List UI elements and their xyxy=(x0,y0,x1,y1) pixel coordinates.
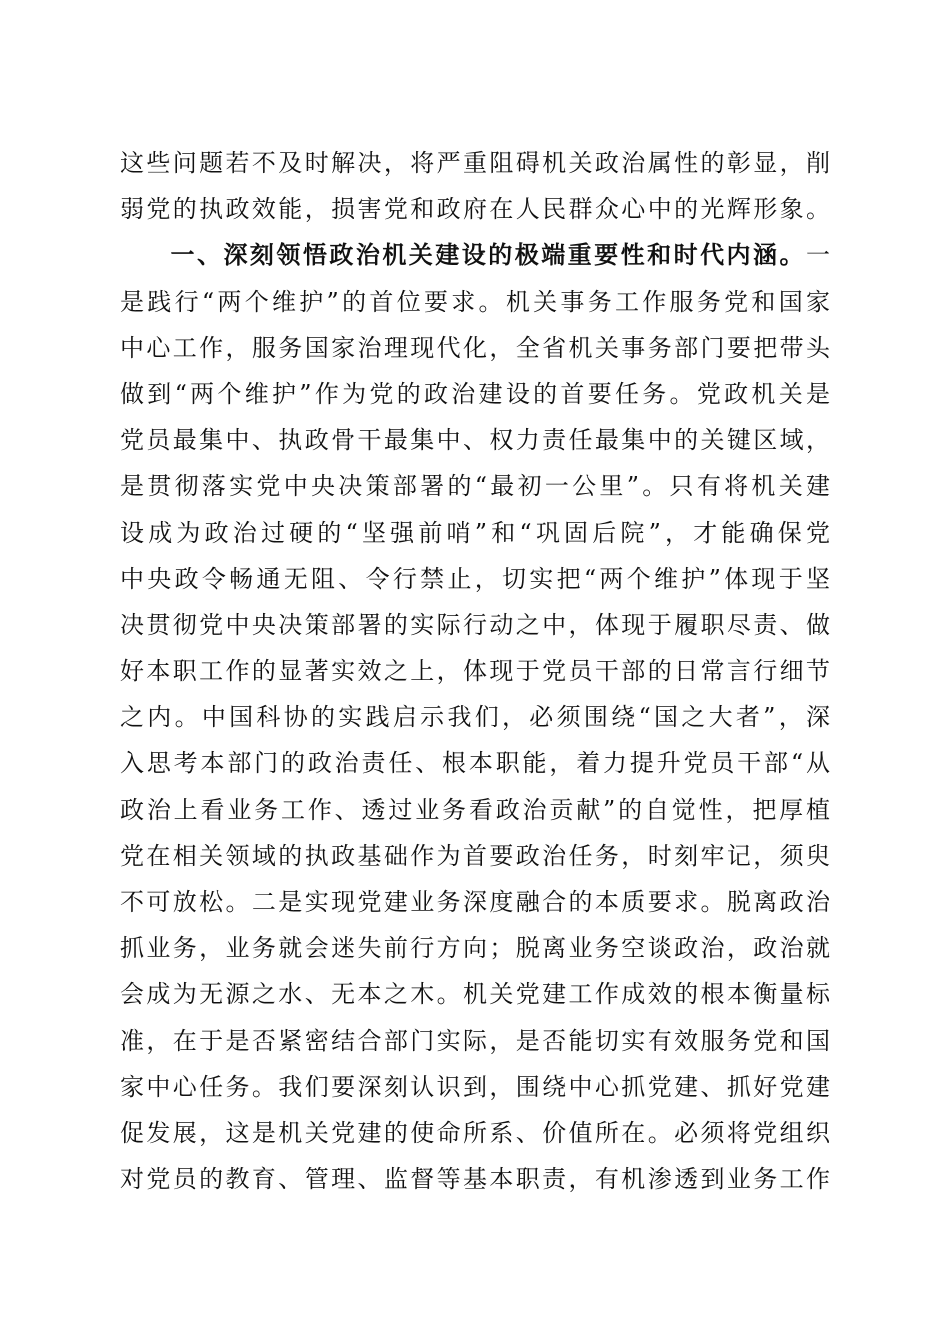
text-line: 政治上看业务工作、透过业务看政治贡献”的自觉性，把厚植 xyxy=(120,795,830,824)
text-line: 党员最集中、执政骨干最集中、权力责任最集中的关键区域， xyxy=(120,426,830,455)
text-line: 中央政令畅通无阻、令行禁止，切实把“两个维护”体现于坚 xyxy=(120,564,830,593)
text-line: 好本职工作的显著实效之上，体现于党员干部的日常言行细节 xyxy=(120,657,830,686)
text-line: 会成为无源之水、无本之木。机关党建工作成效的根本衡量标 xyxy=(120,980,830,1009)
text-line: 是践行“两个维护”的首位要求。机关事务工作服务党和国家 xyxy=(120,287,830,316)
text-line: 设成为政治过硬的“坚强前哨”和“巩固后院”，才能确保党 xyxy=(120,518,830,547)
text-line: 做到“两个维护”作为党的政治建设的首要任务。党政机关是 xyxy=(120,379,830,408)
text-line: 家中心任务。我们要深刻认识到，围绕中心抓党建、抓好党建 xyxy=(120,1072,830,1101)
text-line: 准，在于是否紧密结合部门实际，是否能切实有效服务党和国 xyxy=(120,1026,830,1055)
text-line: 促发展，这是机关党建的使命所系、价值所在。必须将党组织 xyxy=(120,1118,830,1147)
text-line: 是贯彻落实党中央决策部署的“最初一公里”。只有将机关建 xyxy=(120,472,830,501)
text-line: 弱党的执政效能，损害党和政府在人民群众心中的光辉形象。 xyxy=(120,195,830,224)
section-heading: 一、深刻领悟政治机关建设的极端重要性和时代内涵。 xyxy=(168,241,806,270)
text-line: 不可放松。二是实现党建业务深度融合的本质要求。脱离政治 xyxy=(120,888,830,916)
text-line: 入思考本部门的政治责任、根本职能，着力提升党员干部“从 xyxy=(120,749,830,778)
document-body xyxy=(120,140,830,1202)
section-heading-line xyxy=(120,232,830,278)
text-line: 之内。中国科协的实践启示我们，必须围绕“国之大者”，深 xyxy=(120,703,830,732)
text-line: 中心工作，服务国家治理现代化，全省机关事务部门要把带头 xyxy=(120,333,830,362)
text-line: 对党员的教育、管理、监督等基本职责，有机渗透到业务工作 xyxy=(120,1165,830,1194)
text-line: 党在相关领域的执政基础作为首要政治任务，时刻牢记，须臾 xyxy=(120,841,830,870)
heading-continuation: 一 xyxy=(806,241,830,270)
text-line: 这些问题若不及时解决，将严重阻碍机关政治属性的彰显，削 xyxy=(120,149,830,177)
text-line: 抓业务，业务就会迷失前行方向；脱离业务空谈政治，政治就 xyxy=(120,934,830,963)
text-line: 决贯彻党中央决策部署的实际行动之中，体现于履职尽责、做 xyxy=(120,610,830,639)
